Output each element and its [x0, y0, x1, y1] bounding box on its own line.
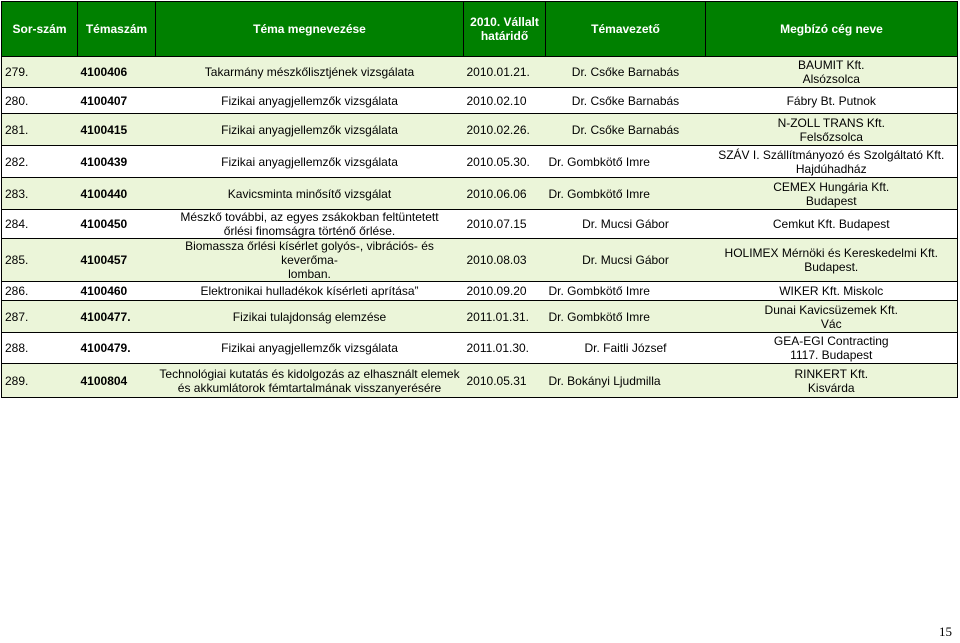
header-tema-megnevezese: Téma megnevezése [156, 2, 464, 57]
header-megbizo: Megbízó cég neve [706, 2, 958, 57]
page-number: 15 [939, 624, 952, 639]
row-client: RINKERT Kft. Kisvárda [706, 364, 958, 398]
table-row [2, 146, 958, 178]
row-client: Dunai Kavicsüzemek Kft. Vác [706, 301, 958, 333]
row-lead: Dr. Gombkötő Imre [546, 301, 706, 333]
row-lead: Dr. Mucsi Gábor [546, 239, 706, 282]
row-number: 285. [2, 239, 78, 282]
row-temaszam: 4100479. [78, 333, 156, 364]
row-client: Fábry Bt. Putnok [706, 88, 958, 114]
row-lead: Dr. Csőke Barnabás [546, 88, 706, 114]
row-topic: Fizikai anyagjellemzők vizsgálata [156, 88, 464, 114]
row-date: 2010.07.15 [464, 210, 546, 239]
row-topic: Kavicsminta minősítő vizsgálat [156, 178, 464, 210]
row-number: 286. [2, 282, 78, 301]
row-client: GEA-EGI Contracting 1117. Budapest [706, 333, 958, 364]
row-lead: Dr. Csőke Barnabás [546, 114, 706, 146]
row-client: WIKER Kft. Miskolc [706, 282, 958, 301]
project-table [1, 1, 958, 398]
row-date: 2010.08.03 [464, 239, 546, 282]
row-temaszam: 4100407 [78, 88, 156, 114]
row-date: 2011.01.31. [464, 301, 546, 333]
table-row [2, 114, 958, 146]
row-number: 279. [2, 57, 78, 88]
row-date: 2010.05.30. [464, 146, 546, 178]
row-number: 280. [2, 88, 78, 114]
row-number: 281. [2, 114, 78, 146]
row-number: 287. [2, 301, 78, 333]
table-row [2, 239, 958, 282]
row-topic: Technológiai kutatás és kidolgozás az elhasznált elemek és akkumlátorok fémtartalmának visszanyerésére [156, 364, 464, 398]
header-temavezeto: Témavezető [546, 2, 706, 57]
table-row [2, 210, 958, 239]
row-client: N-ZOLL TRANS Kft. Felsőzsolca [706, 114, 958, 146]
table-row [2, 333, 958, 364]
row-lead: Dr. Gombkötő Imre [546, 282, 706, 301]
row-date: 2010.02.26. [464, 114, 546, 146]
table-row [2, 301, 958, 333]
row-number: 289. [2, 364, 78, 398]
row-temaszam: 4100804 [78, 364, 156, 398]
row-topic: Fizikai anyagjellemzők vizsgálata [156, 333, 464, 364]
row-temaszam: 4100450 [78, 210, 156, 239]
row-number: 282. [2, 146, 78, 178]
row-number: 284. [2, 210, 78, 239]
row-lead: Dr. Bokányi Ljudmilla [546, 364, 706, 398]
row-topic: Fizikai tulajdonság elemzése [156, 301, 464, 333]
row-number: 288. [2, 333, 78, 364]
row-topic: Elektronikai hulladékok kísérleti aprítása” [156, 282, 464, 301]
row-temaszam: 4100457 [78, 239, 156, 282]
row-temaszam: 4100415 [78, 114, 156, 146]
table-row [2, 57, 958, 88]
table-row [2, 88, 958, 114]
row-topic: Biomassza őrlési kísérlet golyós-, vibrációs- és keverőma- lomban. [156, 239, 464, 282]
row-temaszam: 4100477. [78, 301, 156, 333]
header-temaszam: Témaszám [78, 2, 156, 57]
row-client: CEMEX Hungária Kft. Budapest [706, 178, 958, 210]
header-sorszam: Sor-szám [2, 2, 78, 57]
table-row [2, 178, 958, 210]
row-date: 2010.02.10 [464, 88, 546, 114]
row-temaszam: 4100460 [78, 282, 156, 301]
row-lead: Dr. Gombkötő Imre [546, 146, 706, 178]
row-client: SZÁV I. Szállítmányozó és Szolgáltató Kft. Hajdúhadház [706, 146, 958, 178]
row-date: 2010.06.06 [464, 178, 546, 210]
row-temaszam: 4100439 [78, 146, 156, 178]
row-topic: Fizikai anyagjellemzők vizsgálata [156, 114, 464, 146]
header-hatarido: 2010. Vállalt határidő [464, 2, 546, 57]
row-temaszam: 4100440 [78, 178, 156, 210]
header-row [2, 2, 958, 57]
row-date: 2011.01.30. [464, 333, 546, 364]
table-row [2, 364, 958, 398]
row-lead: Dr. Gombkötő Imre [546, 178, 706, 210]
row-date: 2010.09.20 [464, 282, 546, 301]
row-date: 2010.01.21. [464, 57, 546, 88]
row-date: 2010.05.31 [464, 364, 546, 398]
row-topic: Fizikai anyagjellemzők vizsgálata [156, 146, 464, 178]
row-lead: Dr. Mucsi Gábor [546, 210, 706, 239]
row-temaszam: 4100406 [78, 57, 156, 88]
row-topic: Takarmány mészkőlisztjének vizsgálata [156, 57, 464, 88]
row-client: Cemkut Kft. Budapest [706, 210, 958, 239]
row-client: HOLIMEX Mérnöki és Kereskedelmi Kft. Budapest. [706, 239, 958, 282]
row-number: 283. [2, 178, 78, 210]
row-lead: Dr. Faitli József [546, 333, 706, 364]
table-row [2, 282, 958, 301]
row-topic: Mészkő további, az egyes zsákokban feltüntetett őrlési finomságra történő őrlése. [156, 210, 464, 239]
row-client: BAUMIT Kft. Alsózsolca [706, 57, 958, 88]
row-lead: Dr. Csőke Barnabás [546, 57, 706, 88]
